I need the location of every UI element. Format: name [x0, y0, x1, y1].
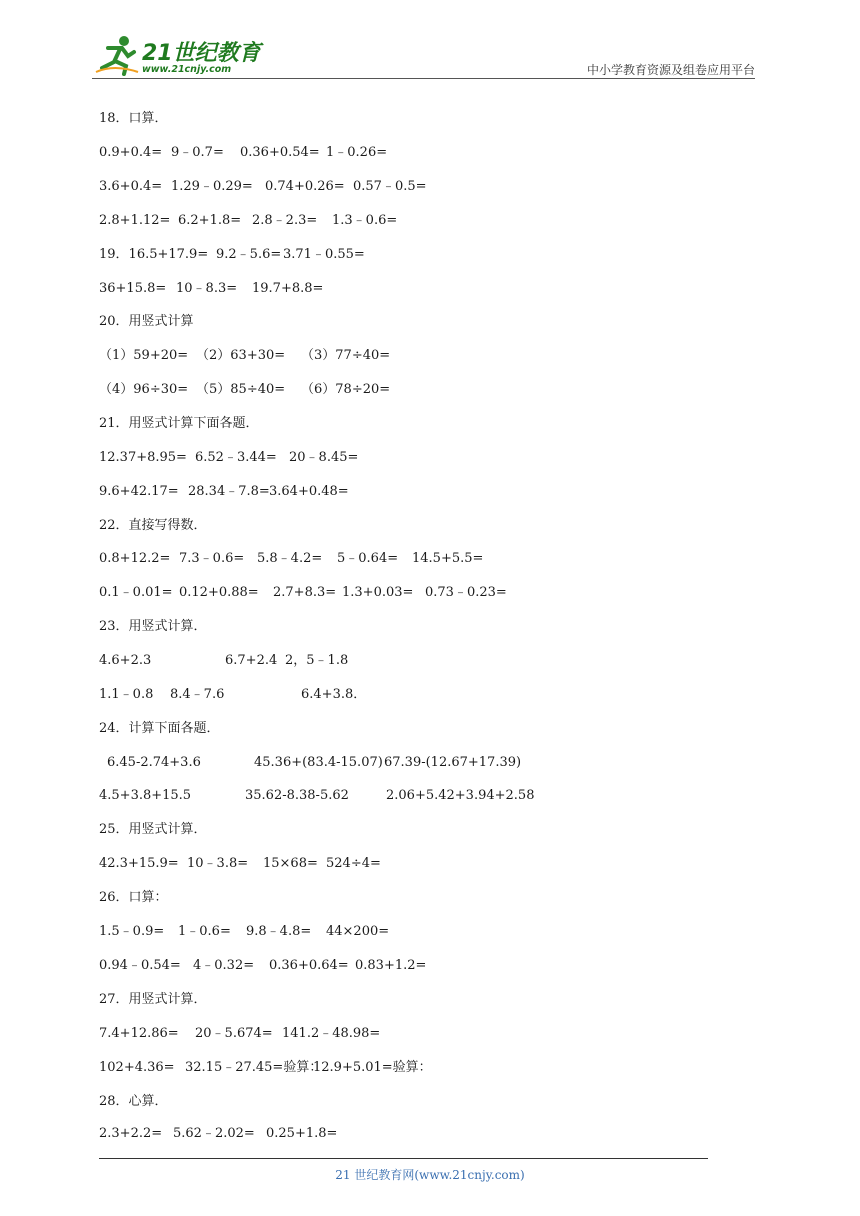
expression: 3.6+0.4= [99, 179, 163, 194]
expression: 141.2﹣48.98= [282, 1026, 381, 1041]
expression: 0.36+0.54= [240, 145, 320, 160]
expression: 102+4.36= [99, 1060, 175, 1075]
question-title: 28．心算． [99, 1094, 168, 1109]
expression: 12.37+8.95= [99, 450, 187, 465]
expression: 19．16.5+17.9= [99, 247, 209, 262]
expression: 1﹣0.26= [326, 145, 388, 160]
expression: 7.3﹣0.6= [179, 551, 245, 566]
question-title: 24．计算下面各题． [99, 721, 220, 736]
expression: （6）78÷20= [301, 382, 391, 397]
expression: （1）59+20= [99, 348, 189, 363]
expression: 0.9+0.4= [99, 145, 163, 160]
expression: 15×68= [263, 856, 318, 871]
expression: 1.3﹣0.6= [332, 213, 398, 228]
header-divider [92, 78, 755, 79]
expression: 0.57﹣0.5= [353, 179, 427, 194]
expression: 2.7+8.3= [273, 585, 337, 600]
footer-link[interactable]: 21 世纪教育网(www.21cnjy.com) [335, 1168, 525, 1182]
expression: 3.71﹣0.55= [283, 247, 365, 262]
expression: 35.62-8.38-5.62 [245, 788, 349, 803]
expression: 45.36+(83.4-15.07) [254, 755, 383, 770]
expression: 19.7+8.8= [252, 281, 324, 296]
expression: （3）77÷40= [301, 348, 391, 363]
expression: 1.3+0.03= [342, 585, 414, 600]
expression: 4.6+2.3 [99, 653, 152, 668]
expression: 2.3+2.2= [99, 1126, 163, 1141]
expression: 0.83+1.2= [355, 958, 427, 973]
expression: 0.12+0.88= [179, 585, 259, 600]
expression: 9.6+42.17= [99, 484, 179, 499]
footer-divider [99, 1158, 708, 1159]
site-title: 中小学教育资源及组卷应用平台 [586, 63, 755, 77]
expression: 7.4+12.86= [99, 1026, 179, 1041]
question-title: 18．口算． [99, 111, 168, 126]
expression: 524÷4= [326, 856, 381, 871]
runner-logo-icon [94, 34, 140, 76]
expression: 9.2﹣5.6= [216, 247, 282, 262]
expression: 42.3+15.9= [99, 856, 179, 871]
expression: 0.74+0.26= [265, 179, 345, 194]
question-title: 25．用竖式计算． [99, 822, 207, 837]
expression: 8.4﹣7.6 [170, 687, 225, 702]
expression: 6.45-2.74+3.6 [107, 755, 201, 770]
expression: 4﹣0.32= [193, 958, 255, 973]
expression: 1.1﹣0.8 [99, 687, 154, 702]
expression: 6.7+2.4 [225, 653, 278, 668]
expression: 5﹣0.64= [337, 551, 399, 566]
expression: 0.73﹣0.23= [425, 585, 507, 600]
question-title: 22．直接写得数． [99, 518, 207, 533]
expression: 4.5+3.8+15.5 [99, 788, 192, 803]
expression: 0.25+1.8= [266, 1126, 338, 1141]
expression: 6.2+1.8= [178, 213, 242, 228]
expression: 0.36+0.64= [269, 958, 349, 973]
expression: 9.8﹣4.8= [246, 924, 312, 939]
question-title: 27．用竖式计算． [99, 992, 207, 1007]
expression: 5.62﹣2.02= [173, 1126, 255, 1141]
expression: 0.8+12.2= [99, 551, 171, 566]
page-header [92, 28, 755, 80]
expression: 5.8﹣4.2= [257, 551, 323, 566]
expression: 14.5+5.5= [412, 551, 484, 566]
expression: 28.34﹣7.8= [188, 484, 270, 499]
question-title: 21．用竖式计算下面各题． [99, 416, 259, 431]
expression: 2.8﹣2.3= [252, 213, 318, 228]
expression: 20﹣5.674= [195, 1026, 273, 1041]
expression: 10﹣8.3= [176, 281, 238, 296]
expression: 10﹣3.8= [187, 856, 249, 871]
expression: 2.8+1.12= [99, 213, 171, 228]
question-title: 20．用竖式计算 [99, 314, 194, 329]
expression: 1.29﹣0.29= [171, 179, 253, 194]
expression: 1.5﹣0.9= [99, 924, 165, 939]
question-title: 26．口算： [99, 890, 168, 905]
expression: 9﹣0.7= [171, 145, 224, 160]
site-logo[interactable] [92, 32, 262, 80]
expression: 2.06+5.42+3.94+2.58 [386, 788, 535, 803]
expression: 0.1﹣0.01= [99, 585, 173, 600]
expression: 6.52﹣3.44= [195, 450, 277, 465]
expression: 32.15﹣27.45=验算： [185, 1060, 323, 1075]
expression: 20﹣8.45= [289, 450, 359, 465]
expression: 2，5﹣1.8 [285, 653, 349, 668]
expression: 1﹣0.6= [178, 924, 231, 939]
expression: 12.9+5.01=验算： [313, 1060, 432, 1075]
expression: （2）63+30= [196, 348, 286, 363]
expression: （5）85÷40= [196, 382, 286, 397]
question-title: 23．用竖式计算． [99, 619, 207, 634]
expression: 6.4+3.8． [301, 687, 367, 702]
expression: 3.64+0.48= [269, 484, 349, 499]
expression: 36+15.8= [99, 281, 167, 296]
expression: 0.94﹣0.54= [99, 958, 181, 973]
expression: 44×200= [326, 924, 390, 939]
logo-url: www.21cnjy.com [142, 64, 232, 75]
logo-wordmark: 21世纪教育 [142, 41, 261, 66]
expression: 67.39-(12.67+17.39) [384, 755, 522, 770]
expression: （4）96÷30= [99, 382, 189, 397]
